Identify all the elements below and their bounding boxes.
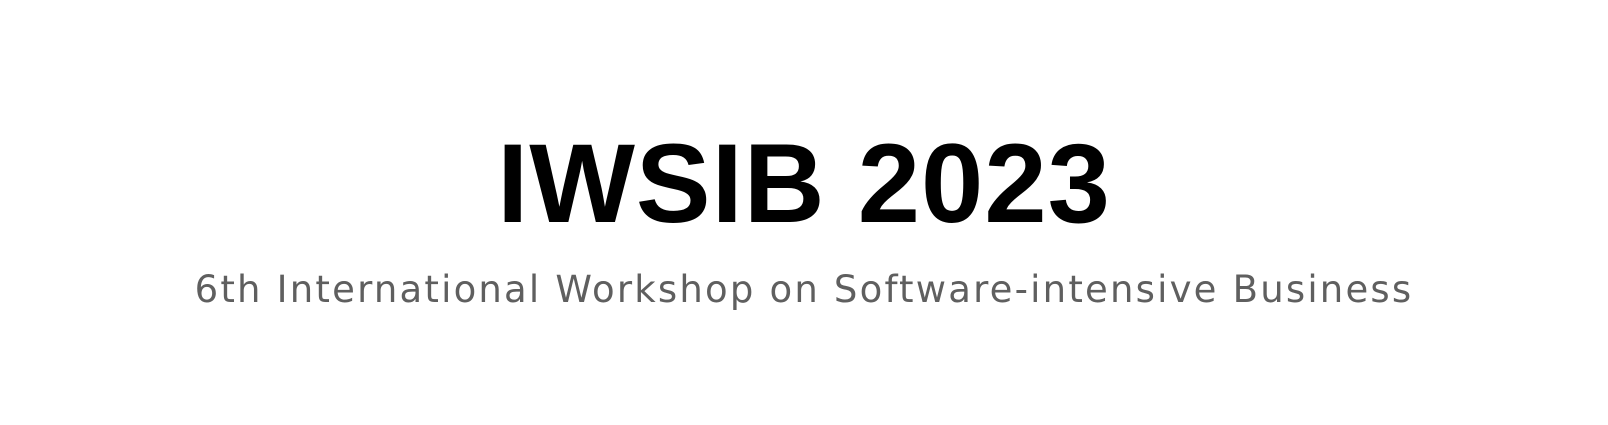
page-title: IWSIB 2023	[497, 121, 1111, 246]
page-subtitle: 6th International Workshop on Software-intensive Business	[194, 268, 1414, 311]
